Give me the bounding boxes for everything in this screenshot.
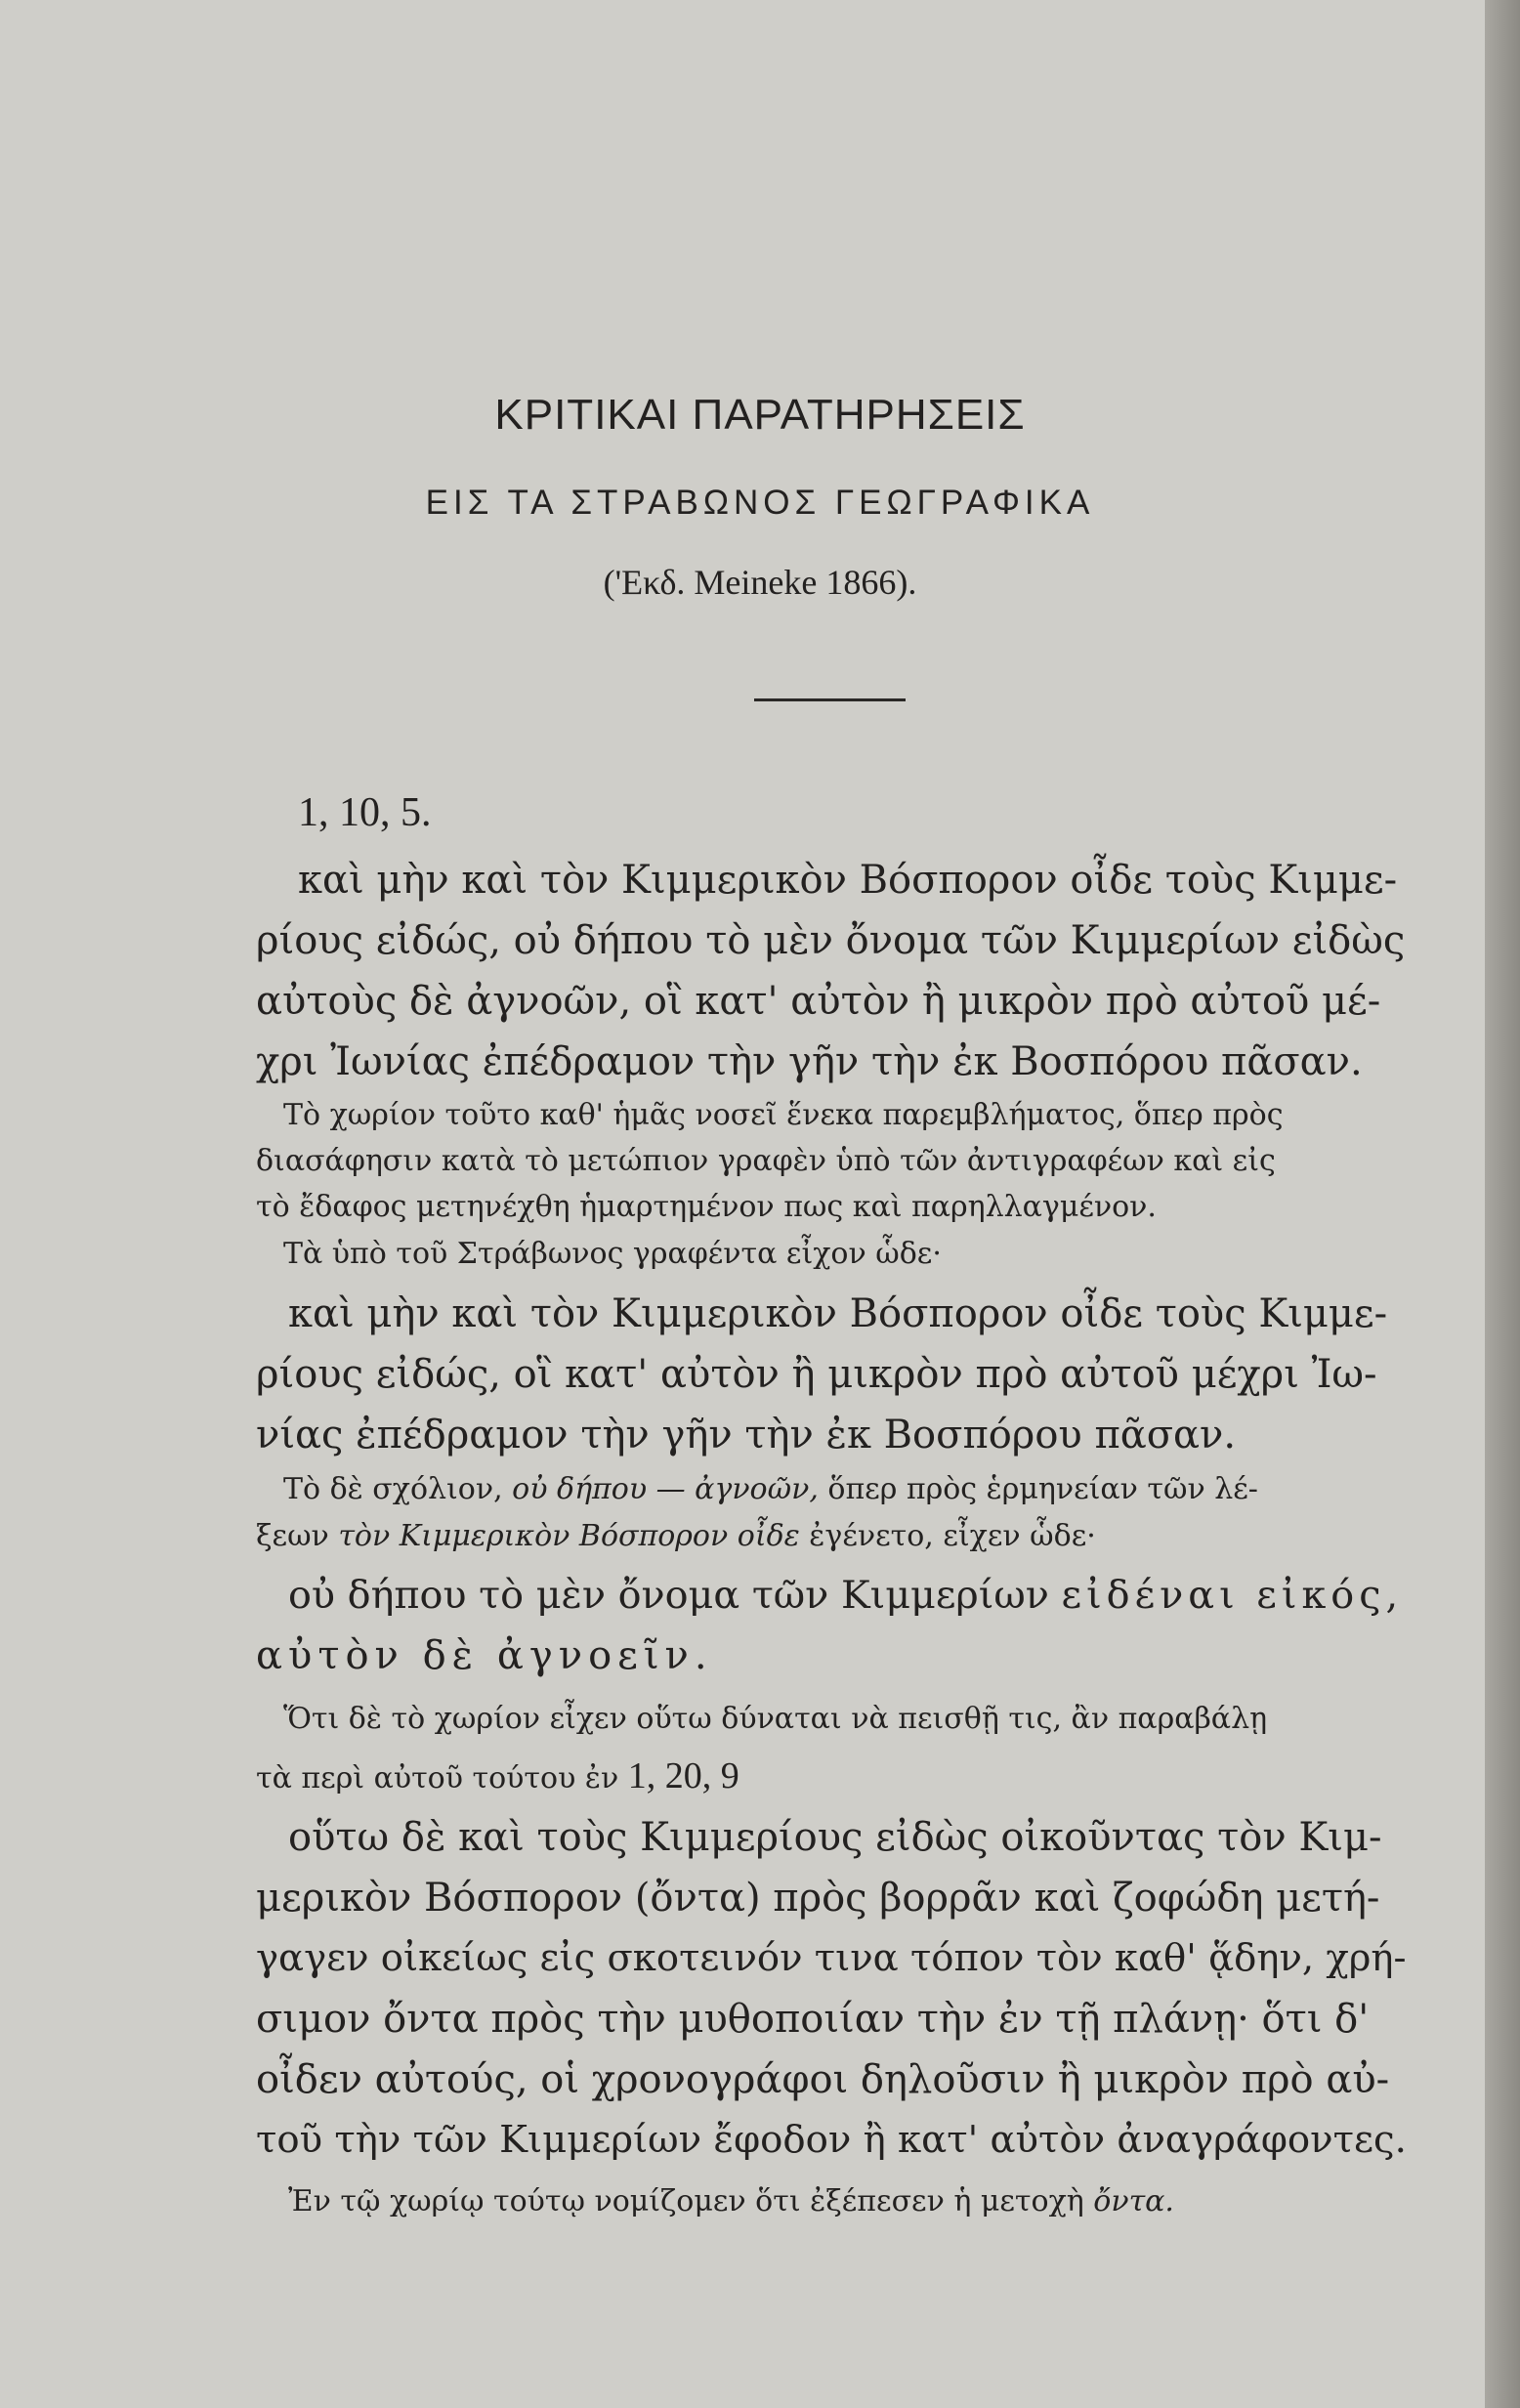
section-reference: 1, 10, 5. [298, 790, 432, 835]
text-span: ἐγένετο, εἶχεν ὧδε· [799, 1519, 1096, 1553]
edition-note: ('Εκδ. Meineke 1866). [603, 563, 917, 602]
text-span: Τὸ δὲ σχόλιον, [283, 1472, 513, 1506]
text-span: Ἐν τῷ χωρίῳ τούτῳ νομίζομεν ὅτι ἐξέπεσεν ἡ μετοχὴ [288, 2184, 1094, 2218]
quote-line: ρίους εἰδώς, οἳ κατ' αὐτὸν ἢ μικρὸν πρὸ αὐτοῦ μέχρι Ἰω- [256, 1352, 1377, 1397]
text-line: χρι Ἰωνίας ἐπέδραμον τὴν γῆν τὴν ἐκ Βοσπόρου πᾶσαν. [256, 1039, 1363, 1084]
text-line-small [256, 1754, 739, 1797]
italic-span: οὐ δήπου — ἀγνοῶν, [512, 1472, 819, 1506]
text-line-small: διασάφησιν κατὰ τὸ μετώπιον γραφὲν ὑπὸ τῶν ἀντιγραφέων καὶ εἰς [256, 1144, 1276, 1178]
italic-span: ὄντα. [1093, 2184, 1174, 2218]
page-subtitle: ΕΙΣ ΤΑ ΣΤΡΑΒΩΝΟΣ ΓΕΩΓΡΑΦΙΚΑ [425, 484, 1095, 522]
quote-line: μερικὸν Βόσπορον (ὄντα) πρὸς βορρᾶν καὶ ζοφώδη μετή- [256, 1876, 1380, 1921]
divider-rule [754, 698, 906, 701]
text-span: ὅπερ πρὸς ἑρμηνείαν τῶν λέ- [818, 1472, 1258, 1506]
text-line: αὐτοὺς δὲ ἀγνοῶν, οἳ κατ' αὐτὸν ἢ μικρὸν πρὸ αὐτοῦ μέ- [256, 979, 1381, 1024]
text-span: οὐ δήπου τὸ μὲν ὄνομα τῶν Κιμμερίων [288, 1573, 1062, 1618]
text-line-small: Τὸ χωρίον τοῦτο καθ' ἡμᾶς νοσεῖ ἕνεκα παρεμβλήματος, ὅπερ πρὸς [283, 1098, 1284, 1132]
quote-line: οἶδεν αὐτούς, οἱ χρονογράφοι δηλοῦσιν ἢ μικρὸν πρὸ αὐ- [256, 2057, 1390, 2102]
text-line-small: τὸ ἔδαφος μετηνέχθη ἡμαρτημένον πως καὶ παρηλλαγμένον. [256, 1190, 1157, 1224]
scholion-line [256, 1519, 1096, 1553]
text-line-small: Ὅτι δὲ τὸ χωρίον εἶχεν οὕτω δύναται νὰ πεισθῇ τις, ἂν παραβάλῃ [283, 1702, 1268, 1736]
quote-line: γαγεν οἰκείως εἰς σκοτεινόν τινα τόπον τὸν καθ' ᾅδην, χρή- [256, 1936, 1407, 1980]
text-line: καὶ μὴν καὶ τὸν Κιμμερικὸν Βόσπορον οἶδε τοὺς Κιμμε- [298, 858, 1398, 903]
quote-line: οὕτω δὲ καὶ τοὺς Κιμμερίους εἰδὼς οἰκοῦντας τὸν Κιμ- [288, 1815, 1382, 1860]
quote-line: καὶ μὴν καὶ τὸν Κιμμερικὸν Βόσπορον οἶδε τοὺς Κιμμε- [288, 1291, 1388, 1336]
italic-span: τὸν Κιμμερικὸν Βόσπορον οἶδε [338, 1519, 800, 1553]
text-span: τὰ περὶ αὐτοῦ τούτου ἐν [256, 1761, 628, 1795]
page-title: ΚΡΙΤΙΚΑΙ ΠΑΡΑΤΗΡΗΣΕΙΣ [494, 391, 1026, 439]
reference-span: 1, 20, 9 [627, 1755, 739, 1796]
text-span: ξεων [256, 1519, 339, 1553]
spaced-span: εἰδέναι εἰκός, [1061, 1573, 1404, 1618]
page-gutter [1485, 0, 1520, 2408]
quote-line: τοῦ τὴν τῶν Κιμμερίων ἔφοδον ἢ κατ' αὐτὸν ἀναγράφοντες. [256, 2118, 1407, 2162]
scholion-line [283, 1472, 1258, 1506]
quote-line: νίας ἐπέδραμον τὴν γῆν τὴν ἐκ Βοσπόρου πᾶσαν. [256, 1413, 1237, 1457]
quote-line [288, 1573, 1403, 1618]
text-line-small [288, 2184, 1174, 2218]
text-line-small: Τὰ ὑπὸ τοῦ Στράβωνος γραφέντα εἶχον ὧδε· [283, 1237, 942, 1271]
quote-line-spaced: αὐτὸν δὲ ἀγνοεῖν. [256, 1633, 713, 1678]
quote-line: σιμον ὄντα πρὸς τὴν μυθοποιίαν τὴν ἐν τῇ πλάνῃ· ὅτι δ' [256, 1997, 1370, 2042]
text-line: ρίους εἰδώς, οὐ δήπου τὸ μὲν ὄνομα τῶν Κιμμερίων εἰδὼς [256, 918, 1406, 963]
